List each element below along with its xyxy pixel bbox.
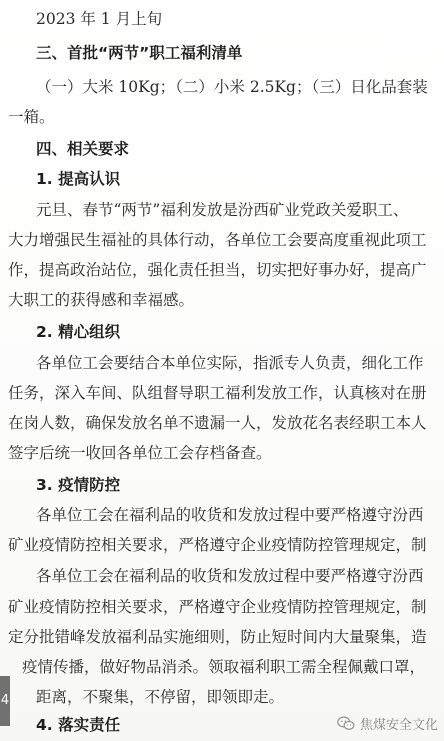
item2-line-3: 在岗人数，确保发放名单不遗漏一人，发放花名表经职工本人 [8, 414, 427, 432]
item1-line-3: 作，提高政治站位，强化责任担当，切实把好事办好，提高广 [8, 261, 427, 279]
item3-line-7: 距离，不聚集，不停留，即领即走。 [36, 688, 285, 706]
side-page-tab: 4 [0, 676, 10, 726]
watermark [337, 714, 438, 733]
section3-line-1: （一）大米 10Kg；（二）小米 2.5Kg；（三）日化品套装 [36, 78, 428, 96]
item3-line-5: 定分批错峰发放福利品实施细则，防止短时间内大量聚集，造 [8, 628, 427, 646]
section3-title: 三、首批“两节”职工福利清单 [36, 44, 243, 62]
watermark-text: 焦煤安全文化 [359, 718, 438, 733]
item2-heading: 2. 精心组织 [36, 323, 121, 341]
item2-line-1: 各单位工会要结合本单位实际，指派专人负责，细化工作 [36, 354, 424, 372]
item3-line-2: 矿业疫情防控相关要求，严格遵守企业疫情防控管理规定，制 [8, 536, 427, 554]
wechat-icon [337, 716, 355, 731]
section3-line-2: 一箱。 [8, 108, 55, 126]
section4-title: 四、相关要求 [36, 140, 130, 158]
item1-line-4: 大职工的获得感和幸福感。 [8, 291, 195, 309]
item3-line-1: 各单位工会在福利品的收货和发放过程中要严格遵守汾西 [36, 506, 424, 524]
item2-line-4: 签字后统一收回各单位工会存档备查。 [8, 444, 272, 462]
date-line: 2023 年 1 月上旬 [36, 10, 163, 28]
item3-heading: 3. 疫情防控 [36, 476, 121, 494]
item3-line-6: 疫情传播，做好物品消杀。领取福利职工需全程佩戴口罩， [22, 658, 426, 676]
item1-heading: 1. 提高认识 [36, 170, 121, 188]
item3-line-3: 各单位工会在福利品的收货和发放过程中要严格遵守汾西 [36, 567, 424, 585]
item4-heading: 4. 落实责任 [36, 716, 121, 734]
item2-line-2: 任务，深入车间、队组督导职工福利发放工作，认真核对在册 [8, 384, 427, 402]
item1-line-2: 大力增强民生福祉的具体行动，各单位工会要高度重视此项工 [8, 231, 427, 249]
item3-line-4: 矿业疫情防控相关要求，严格遵守企业疫情防控管理规定，制 [8, 598, 427, 616]
item1-line-1: 元旦、春节“两节”福利发放是汾西矿业党政关爱职工、 [36, 201, 409, 219]
